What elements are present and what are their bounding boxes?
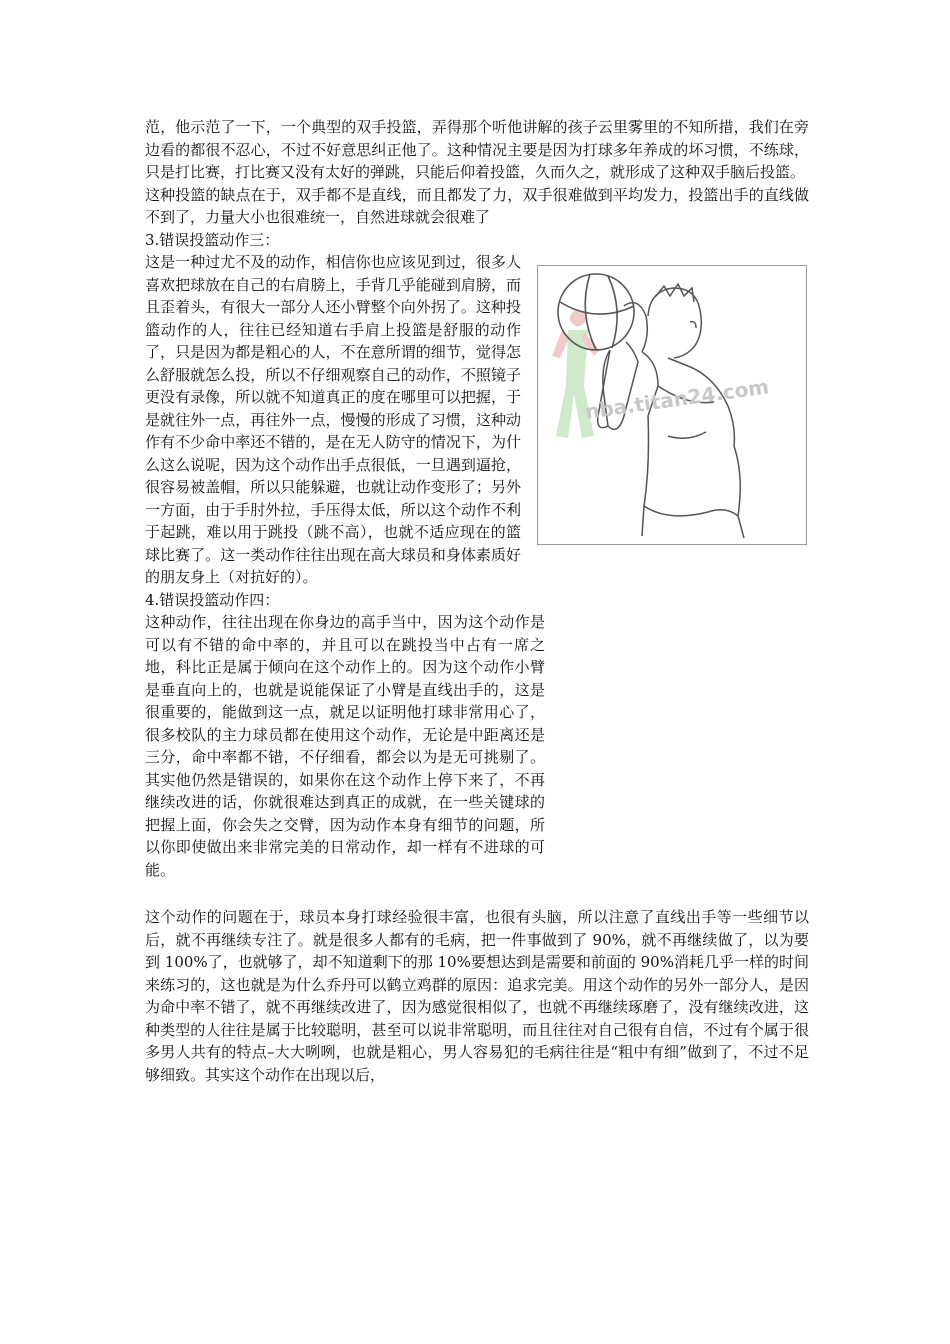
figure-watermark: nba.titan24.com: [583, 374, 771, 424]
section-heading-3: 3.错误投篮动作三：: [145, 230, 280, 249]
basketball-shooter-sketch: [538, 266, 806, 544]
player-head: [648, 284, 701, 358]
paragraph-4: 这种动作，往往出现在你身边的高手当中，因为这个动作是可以有不错的命中率的，并且可以在跳投当中占有一席之地，科比正是属于倾向在这个动作上的。因为这个动作小臂是垂直向上的，也就是说能保证了小臂是直线出手的，这是很重要的，能做到这一点，就足以证明他打球非常用心了，很多校队的主力球员都在使用这个动作，无论是中距离还是三分，命中率都不错，不仔细看，都会以为是无可挑剔了。其实他仍然是错误的，如果你在这个动作上停下来了，不再继续改进的话，你就很难达到真正的成就，在一些关键球的把握上面，你会失之交臂，因为动作本身有细节的问题，所以你即使做出来非常完美的日常动作，却一样有不进球的可能。: [145, 613, 545, 879]
player-arms: [598, 303, 735, 446]
basketball: [558, 274, 634, 350]
section-heading-4: 4.错误投篮动作四：: [145, 590, 280, 609]
paragraph-1: 范，他示范了一下，一个典型的双手投篮，弄得那个听他讲解的孩子云里雾里的不知所措，我们在旁边看的都很不忍心，不过不好意思纠正他了。这种情况主要是因为打球多年养成的坏习惯，不练球，只是打比赛，打比赛又没有太好的弹跳，只能后仰着投篮，久而久之，就形成了这种双手脑后投篮。: [145, 118, 809, 181]
document-page: [145, 0, 809, 1086]
shooting-sketch-figure: [537, 265, 807, 545]
paragraph-3: 这是一种过尤不及的动作，相信你也应该见到过，很多人喜欢把球放在自己的右肩膀上，手背几乎能碰到肩膀，而且歪着头，有很大一部分人还小臂整个向外拐了。这种投篮动作的人，往往已经知道右手肩上投篮是舒服的动作了，只是因为都是粗心的人，不在意所谓的细节，觉得怎么舒服就怎么投，所以不仔细观察自己的动作，不照镜子更没有录像，所以就不知道真正的度在哪里可以把握，于是就往外一点，再往外一点，慢慢的形成了习惯，这种动作有不少命中率还不错的，是在无人防守的情况下，为什么这么说呢，因为这个动作出手点很低，一旦遇到逼抢，很容易被盖帽，所以只能躲避，也就让动作变形了；另外一方面，由于手肘外拉，手压得太低，所以这个动作不利于起跳，难以用于跳投（跳不高），也就不适应现在的篮球比赛了。这一类动作往往出现在高大球员和身体素质好的朋友身上（对抗好的）。: [145, 253, 521, 586]
paragraph-5: 这个动作的问题在于，球员本身打球经验很丰富，也很有头脑，所以注意了直线出手等一些细节以后，就不再继续专注了。就是很多人都有的毛病，把一件事做到了 90%，就不再继续做了，以为要到 100%了，也就够了，却不知道剩下的那 10%要想达到是需要和前面的 90%消耗几乎一样的时间来练习的，这也就是为什么乔丹可以鹤立鸡群的原因：追求完美。用这个动作的另外一部分人，是因为命中率不错了，就不再继续改进了，因为感觉很相似了，也就不再继续琢磨了，没有继续改进，这种类型的人往往是属于比较聪明，甚至可以说非常聪明，而且往往对自己很有自信，不过有个属于很多男人共有的特点–大大咧咧，也就是粗心，男人容易犯的毛病往往是“粗中有细”做到了，不过不足够细致。其实这个动作在出现以后，: [145, 908, 809, 1084]
figure-placeholder: [561, 611, 809, 906]
paragraph-2: 这种投篮的缺点在于，双手都不是直线，而且都发了力，双手很难做到平均发力，投篮出手的直线做不到了，力量大小也很难统一，自然进球就会很难了: [145, 185, 809, 226]
